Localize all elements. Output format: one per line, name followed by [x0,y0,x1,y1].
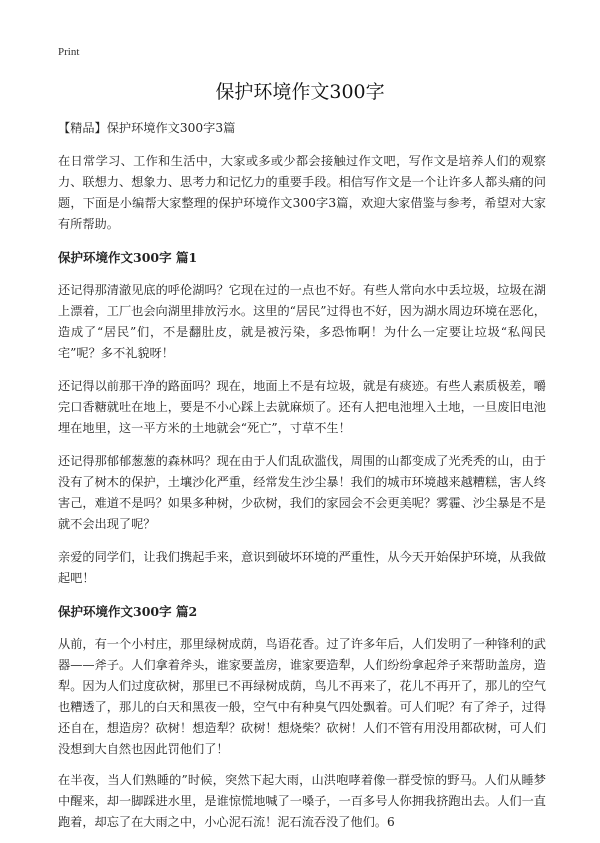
section-heading: 保护环境作文300字 篇1 [58,250,198,265]
paragraph: 还记得以前那干净的路面吗？现在，地面上不是有垃圾，就是有痰迹。有些人素质极差，嚼完口香糖就吐在地上，要是不小心踩上去就麻烦了。还有人把电池埋入土地，一旦废旧电池埋在地里，这一平方米的土地就会“死亡”，寸草不生！ [58,379,546,435]
article-subtitle: 【精品】保护环境作文300字3篇 [58,121,236,135]
paragraph: 从前，有一个小村庄，那里绿树成荫，鸟语花香。过了许多年后，人们发明了一种锋利的武器——斧子。人们拿着斧头，谁家要盖房，谁家要造犁，人们纷纷拿起斧子来帮助盖房，造犁。因为人们过度砍树，那里已不再绿树成荫，鸟儿不再来了，花儿不再开了，那儿的空气也糟透了，那儿的白天和黑夜一般，空气中有种臭气四处飘着。可人们呢？有了斧子，过得还自在，想造房？砍树！想造犁？砍树！想烧柴？砍树！人们不管有用没用都砍树，可人们没想到大自然也因此罚他们了！ [58,637,546,756]
article-body [58,118,546,843]
paragraph: 还记得那清澈见底的呼伦湖吗？它现在过的一点也不好。有些人常向水中丢垃圾，垃圾在湖上漂着，工厂也会向湖里排放污水。这里的“居民”过得也不好，因为湖水周边环境在恶化，造成了“居民”们，不是翻肚皮，就是被污染，多恐怖啊！为什么一定要让垃圾“私闯民宅”呢？多不礼貌呀！ [58,283,546,360]
paragraph: 在半夜，当人们熟睡的”时候，突然下起大雨，山洪咆哮着像一群受惊的野马。人们从睡梦中醒来，却一脚踩进水里，是谁惊慌地喊了一嗓子，一百多号人你拥我挤跑出去。人们一直跑着，却忘了在大雨之中，小心泥石流！泥石流吞没了他们。6 [58,773,546,829]
paragraph: 还记得那郁郁葱葱的森林吗？现在由于人们乱砍滥伐，周围的山都变成了光秃秃的山，由于没有了树木的保护，土壤沙化严重，经常发生沙尘暴！我们的城市环境越来越糟糕，害人终害己，难道不是吗？如果多种树，少砍树，我们的家园会不会更美呢？雾霾、沙尘暴是不是就不会出现了呢？ [58,454,546,531]
page-title: 保护环境作文300字 [215,81,385,103]
intro-paragraph: 在日常学习、工作和生活中，大家或多或少都会接触过作文吧，写作文是培养人们的观察力、联想力、想象力、思考力和记忆力的重要手段。相信写作文是一个让许多人都头痛的问题，下面是小编帮大家整理的保护环境作文300字3篇，欢迎大家借鉴与参考，希望对大家有所帮助。 [58,154,546,231]
print-link[interactable]: Print [58,46,80,58]
paragraph: 亲爱的同学们，让我们携起手来，意识到破坏环境的严重性，从今天开始保护环境，从我做起吧！ [58,550,546,585]
section-heading: 保护环境作文300字 篇2 [58,604,198,619]
